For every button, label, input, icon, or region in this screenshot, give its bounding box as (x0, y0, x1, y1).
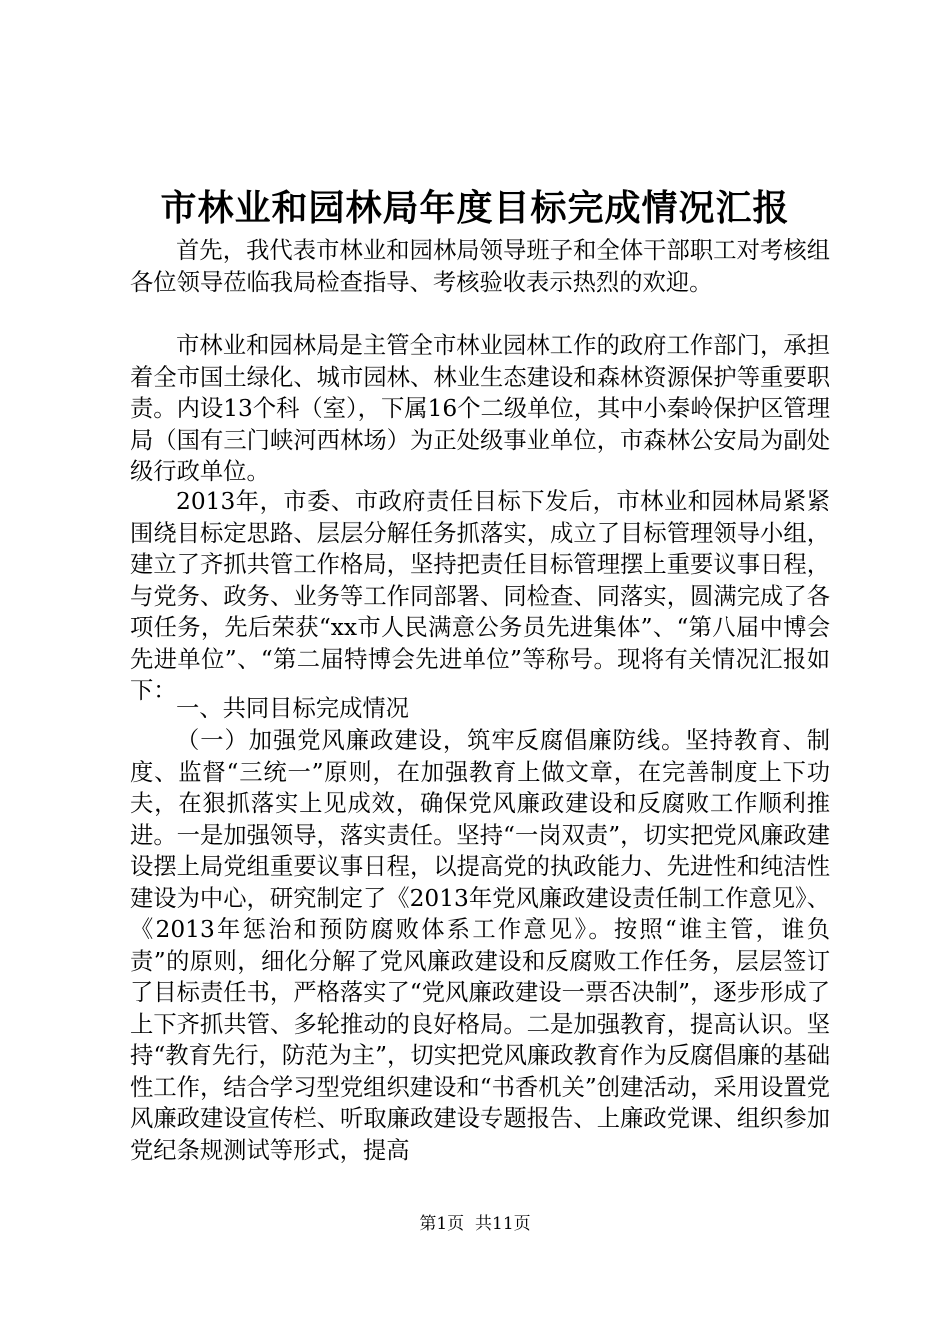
paragraph-2013-summary: 2013年，市委、市政府责任目标下发后，市林业和园林局紧紧围绕目标定思路、层层分解任务抓落实，成立了目标管理领导小组，建立了齐抓共管工作格局，坚持把责任目标管理摆上重要议事日程，与党务、政务、业务等工作同部署、同检查、同落实，圆满完成了各项任务，先后荣获“xx市人民满意公务员先进集体”、“第八届中博会先进单位”、“第二届特博会先进单位”等称号。现将有关情况汇报如下： (130, 488, 830, 704)
page-number-current: 第1页 (419, 1214, 465, 1234)
page-title: 市林业和园林局年度目标完成情况汇报 (160, 187, 790, 229)
page-footer (0, 1212, 950, 1236)
page-number-total: 共11页 (475, 1214, 531, 1234)
paragraph-intro: 首先，我代表市林业和园林局领导班子和全体干部职工对考核组各位领导莅临我局检查指导、考核验收表示热烈的欢迎。 (130, 237, 830, 296)
footer-separator (464, 1214, 475, 1234)
section-heading-1: 一、共同目标完成情况 (176, 695, 409, 722)
paragraph-overview: 市林业和园林局是主管全市林业园林工作的政府工作部门，承担着全市国土绿化、城市园林、林业生态建设和森林资源保护等重要职责。内设13个科（室），下属16个二级单位，其中小秦岭保护区管理局（国有三门峡河西林场）为正处级事业单位，市森林公安局为副处级行政单位。 (130, 332, 830, 485)
paragraph-section-1: （一）加强党风廉政建设，筑牢反腐倡廉防线。坚持教育、制度、监督“三统一”原则，在加强教育上做文章，在完善制度上下功夫，在狠抓落实上见成效，确保党风廉政建设和反腐败工作顺利推进。一是加强领导，落实责任。坚持“一岗双责”，切实把党风廉政建设摆上局党组重要议事日程，以提高党的执政能力、先进性和纯洁性建设为中心，研究制定了《2013年党风廉政建设责任制工作意见》、《2013年惩治和预防腐败体系工作意见》。按照“谁主管，谁负责”的原则，细化分解了党风廉政建设和反腐败工作任务，层层签订了目标责任书，严格落实了“党风廉政建设一票否决制”，逐步形成了上下齐抓共管、多轮推动的良好格局。二是加强教育，提高认识。坚持“教育先行，防范为主”，切实把党风廉政教育作为反腐倡廉的基础性工作，结合学习型党组织建设和“书香机关”创建活动，采用设置党风廉政建设宣传栏、听取廉政建设专题报告、上廉政党课、组织参加党纪条规测试等形式，提高 (130, 727, 830, 1164)
